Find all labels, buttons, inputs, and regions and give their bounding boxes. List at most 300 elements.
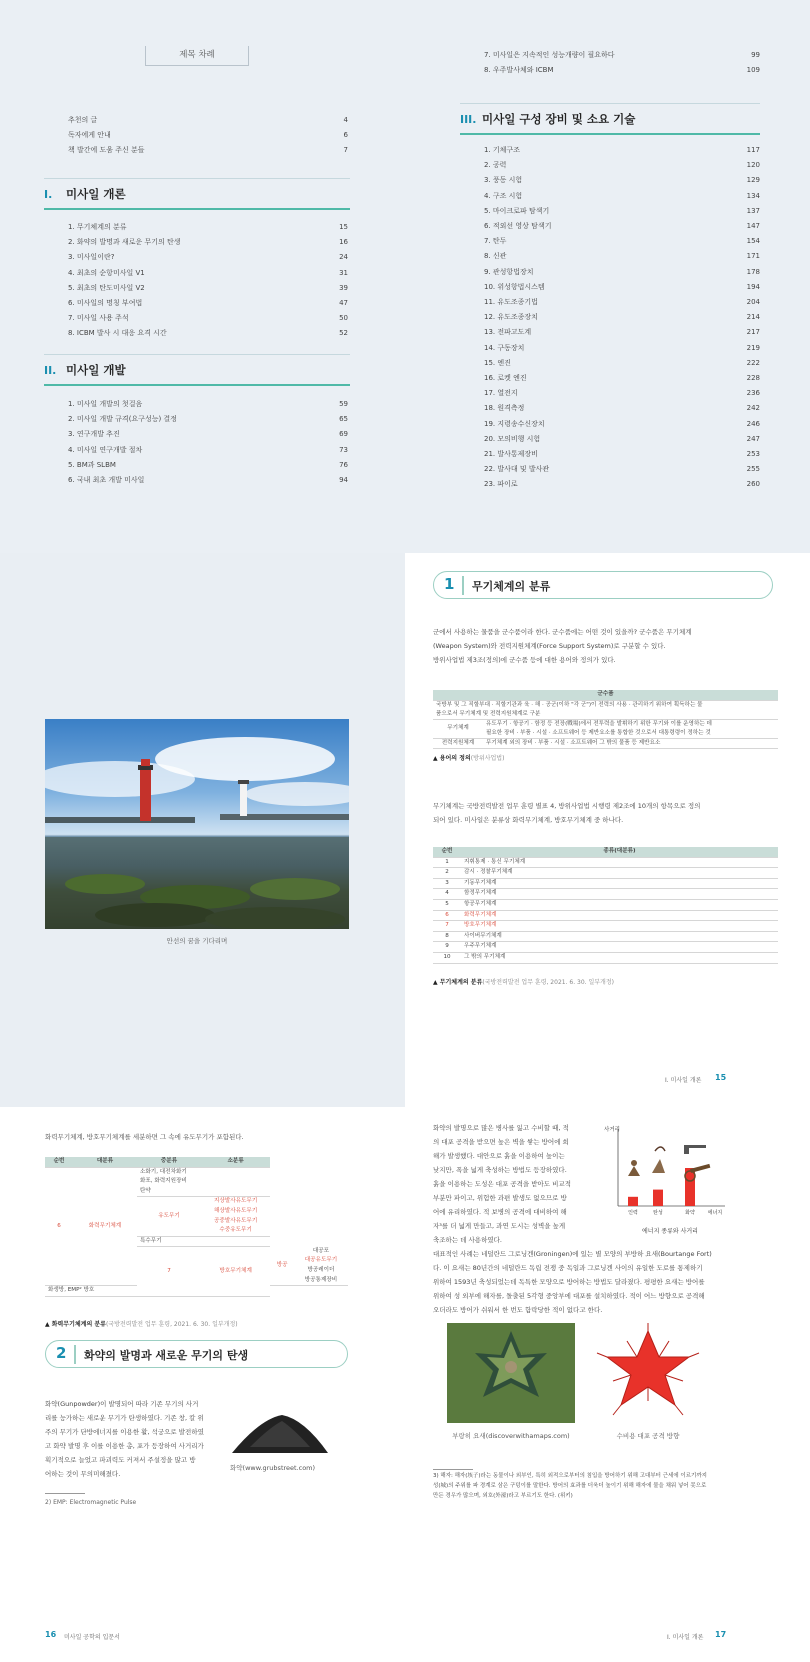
toc-entry-page: 76 <box>339 460 348 469</box>
def-row-1-line-1: 유도무기 · 항공기 · 함정 등 전장(戰場)에서 전투력을 발휘하기 위한 무기와 이를 운영하는 데 <box>486 720 712 727</box>
section-rule <box>44 354 350 355</box>
cls-row-no: 2 <box>433 868 461 879</box>
photo-caption: 안선의 꿈을 기다리며 <box>166 937 228 945</box>
def-row-1-line-2: 필요한 장비 · 부품 · 시설 · 소프트웨어 등 제반요소를 통합한 것으로서 대통령령이 정하는 것 <box>486 729 711 736</box>
toc-entry-label: 3. 연구개발 추진 <box>68 430 120 439</box>
toc-entry[interactable] <box>68 143 348 157</box>
toc-entry[interactable] <box>484 219 760 233</box>
page-number: 17 <box>715 1630 727 1639</box>
section-number: III. <box>460 113 477 126</box>
star-fort-diagram <box>593 1323 703 1423</box>
toc-entry[interactable] <box>484 173 760 187</box>
toc-entry[interactable] <box>68 443 348 457</box>
cls-row-no: 9 <box>433 942 461 953</box>
def-note-bold: ▲ 용어의 정의 <box>433 755 471 762</box>
toc-entry[interactable] <box>484 462 760 476</box>
toc-entry-page: 219 <box>746 343 760 352</box>
toc-entry[interactable] <box>68 113 348 127</box>
toc-entry-label: 17. 열전지 <box>484 389 518 398</box>
def-note <box>433 753 504 762</box>
toc-entry[interactable] <box>484 447 760 461</box>
toc-entry-label: 3. 미사일이란? <box>68 253 115 262</box>
chapter-number: 2 <box>56 1344 67 1362</box>
cls-row <box>433 942 778 953</box>
page-footer-title: Ⅰ. 미사일 개론 <box>667 1634 704 1641</box>
toc-entry-page: 7 <box>343 146 348 155</box>
toc-entry-label: 1. 기체구조 <box>484 146 520 154</box>
cls-row <box>433 952 778 963</box>
toc-entry[interactable] <box>484 280 760 294</box>
fp-g2s-3: 방공레이더 <box>307 1267 335 1274</box>
cls-row <box>433 857 778 868</box>
text-line: 화약의 발명으로 많은 병사를 잃고 수비할 때, 적 <box>433 1124 569 1132</box>
text-line: 위하여 1593년 축성되었는데 독특한 모양으로 방어하는 방법도 달라졌다. 평평한 요새는 방어를 <box>433 1278 705 1286</box>
text-line: 무기체계는 국방전력발전 업무 훈령 별표 4, 방위사업법 시행령 제2조에 10개의 항목으로 정의 <box>433 802 701 810</box>
chapter-heading-2 <box>45 1340 348 1368</box>
cls-header-type: 종류(대분류) <box>461 847 778 857</box>
toc-entry[interactable] <box>68 311 348 325</box>
def-top-line-2: 품으로서 무기체계 및 전력지원체계로 구분 <box>436 710 541 717</box>
page-number: 15 <box>715 1073 727 1082</box>
footnote: 2) EMP: Electromagnetic Pulse <box>45 1499 137 1506</box>
toc-entry-label: 9. 관성항법장치 <box>484 267 534 276</box>
toc-entry-page: 222 <box>746 358 760 367</box>
page-footer-title: 미사일 공학의 입문서 <box>64 1634 120 1641</box>
cls-row-no: 10 <box>433 952 461 963</box>
toc-entry-page: 178 <box>746 267 760 276</box>
toc-entry-page: 31 <box>339 268 348 277</box>
text-line: 축조하는 데 사용하였다. <box>433 1236 502 1244</box>
chapter-divider <box>462 576 464 595</box>
toc-entry[interactable] <box>484 356 760 370</box>
toc-entry-label: 21. 발사통제장비 <box>484 450 538 458</box>
text-line: 흙을 이용하는 도성은 대포 공격을 받아도 비교적 <box>433 1180 571 1188</box>
fp-gs-3: 공중발사유도무기 <box>214 1217 258 1224</box>
toc-entry-page: 253 <box>746 450 760 458</box>
fp-h-mid: 중분류 <box>137 1157 201 1167</box>
cls-row-type: 방호무기체계 <box>461 921 778 932</box>
toc-entry-page: 24 <box>339 253 348 262</box>
page-16 <box>0 1107 405 1662</box>
toc-entry[interactable] <box>68 427 348 441</box>
section-rule <box>44 178 350 179</box>
toc-entry[interactable] <box>484 189 760 203</box>
toc-entry-label: 22. 발사대 및 발사관 <box>484 465 550 474</box>
toc-entry[interactable] <box>484 386 760 400</box>
cls-row-type: 우주무기체계 <box>461 942 778 953</box>
toc-entry-page: 99 <box>751 51 760 59</box>
toc-entry-label: 14. 구동장치 <box>484 343 525 352</box>
cls-row-no: 8 <box>433 931 461 942</box>
toc-entry[interactable] <box>484 265 760 279</box>
toc-entry[interactable] <box>68 220 348 234</box>
def-row-key: 전력지원체계 <box>433 738 483 749</box>
toc-entry-label: 1. 미사일 개발의 첫걸음 <box>68 400 143 408</box>
p15-intro-text <box>433 625 778 667</box>
p16-body-text <box>45 1397 225 1481</box>
text-line: 낮지만, 폭을 넓게 축성하는 방법도 등장하였다. <box>433 1166 567 1174</box>
cls-row <box>433 921 778 932</box>
toc-entry[interactable] <box>484 234 760 248</box>
text-line: 화약(Gunpowder)이 발명되어 따라 기존 무기의 사거 <box>45 1400 199 1408</box>
fort-aerial-photo <box>447 1323 575 1423</box>
text-line: 군에서 사용하는 물품을 군수품이라 한다. 군수품에는 어떤 것이 있을까? 군수품은 무기체계 <box>433 628 692 636</box>
fort-aerial-art <box>447 1323 575 1423</box>
toc-entry-page: 4 <box>343 116 348 124</box>
toc-entry-label: 16. 로켓 엔진 <box>484 374 527 382</box>
toc-entry-label: 20. 모의비행 시험 <box>484 434 541 443</box>
gunpowder-caption: 화약(www.grubstreet.com) <box>230 1464 316 1472</box>
def-top-line-1: 국방부 및 그 직할부대 · 직할기관과 육 · 해 · 공군(이하 "각 군")이 전력의 사용 · 관리하기 위하여 획득하는 물 <box>436 701 703 708</box>
cls-row <box>433 878 778 889</box>
fort-aerial-caption: 부랑히 요새(discoverwithamaps.com) <box>452 1432 570 1440</box>
cls-header-no: 순번 <box>433 847 461 857</box>
fp-h-sub: 소분류 <box>201 1157 270 1167</box>
fp-note <box>45 1319 238 1328</box>
fp-g2s-2: 대공유도무기 <box>304 1257 338 1264</box>
def-table-top <box>433 700 778 719</box>
toc-entry[interactable] <box>68 473 348 487</box>
cls-row-type: 화력무기체계 <box>461 910 778 921</box>
chart-bar <box>628 1197 638 1206</box>
toc-entry-page: 39 <box>339 283 348 292</box>
toc-entry-page: 52 <box>339 329 348 338</box>
text-line: 부분만 파이고, 위험한 과편 발생도 없으므로 방 <box>433 1194 567 1202</box>
chart-caption: 에너지 종류와 사거리 <box>642 1228 698 1235</box>
chart-bar <box>685 1168 695 1206</box>
section-title: 미사일 구성 장비 및 소요 기술 <box>482 112 636 126</box>
toc-entry[interactable] <box>484 158 760 172</box>
toc-entry-label: 6. 국내 최초 개발 미사일 <box>68 476 145 484</box>
toc-entry-page: 137 <box>746 206 760 215</box>
toc-entry[interactable] <box>484 310 760 324</box>
toc-entry-page: 247 <box>746 434 760 443</box>
footnote-divider <box>45 1493 85 1494</box>
toc-entry-label: 4. 미사일 연구개발 절차 <box>68 445 143 454</box>
page-footer-title: Ⅰ. 미사일 개론 <box>665 1077 702 1084</box>
toc-entry-page: 59 <box>339 400 348 408</box>
section-title: 미사일 개론 <box>66 187 126 201</box>
toc-entry-page: 147 <box>746 222 760 230</box>
toc-entry-page: 47 <box>339 299 348 307</box>
toc-tab: 제목 차례 <box>145 46 249 66</box>
cls-row-type: 지휘통제 · 통신 무기체계 <box>461 857 778 868</box>
firepower-table <box>45 1157 348 1297</box>
text-line: 획기적으로 늘었고 파괴력도 커져서 주설정을 많고 방 <box>45 1456 196 1464</box>
toc-entry[interactable] <box>484 371 760 385</box>
chapter-title: 무기체계의 분류 <box>472 580 551 593</box>
toc-entry-page: 6 <box>343 131 348 140</box>
toc-entry-page: 120 <box>746 161 760 170</box>
toc-entry[interactable] <box>484 325 760 339</box>
cls-row <box>433 931 778 942</box>
cls-row <box>433 868 778 879</box>
toc-entry-label: 6. 적외선 영상 탐색기 <box>484 222 552 230</box>
def-row-value: 무기체계 외의 장비 · 부품 · 시설 · 소프트웨어 그 밖의 물품 등 제반요소 <box>483 738 778 749</box>
text-line: 위하여 성 외부에 해자를, 돌출된 5각형 중앙부에 대포를 설치하였다. 적이 어느 방향으로 공격해 <box>433 1292 705 1300</box>
toc-entry-page: 154 <box>746 237 760 246</box>
text-line: 주의 무기가 단방에너지를 이용한 활, 석궁으로 발전하였 <box>45 1428 204 1436</box>
cls-row-type: 항공무기체계 <box>461 899 778 910</box>
toc-entry-page: 228 <box>746 374 760 382</box>
text-line: 리를 능가하는 새로운 무기가 탄생하였다. 기존 창, 칼 위 <box>45 1414 204 1422</box>
toc-entry-label: 4. 최초의 순항미사일 V1 <box>68 268 145 277</box>
cls-row-no: 1 <box>433 857 461 868</box>
fp-gs-1: 지상발사유도무기 <box>214 1198 258 1205</box>
toc-entry[interactable] <box>68 458 348 472</box>
lighthouse-photo-art <box>45 719 349 929</box>
toc-entry-page: 117 <box>746 146 760 154</box>
toc-entry-label: 책 발간에 도움 주신 분들 <box>68 146 145 155</box>
text-line: 다. 이 요새는 80년간의 네덜란드 독립 전쟁 중 독일과 그로닝겐 사이의 유일한 도로를 통제하기 <box>433 1264 703 1272</box>
fp-note-bold: ▲ 화력무기체계의 분류 <box>45 1321 106 1328</box>
toc-entry[interactable] <box>68 281 348 295</box>
fp-empty <box>201 1167 270 1197</box>
toc-entry[interactable] <box>68 235 348 249</box>
fp-g2s-4: 방공통제장비 <box>304 1276 338 1283</box>
cls-row-type: 감시 · 정찰무기체계 <box>461 868 778 879</box>
fp-guided-subs <box>201 1197 270 1236</box>
text-line: 자³를 더 넓게 만들고, 과연 도시는 성벽을 높게 <box>433 1222 566 1230</box>
toc-entry-label: 7. 미사일은 지속적인 성능개량이 필요하다 <box>484 51 615 59</box>
fp-g1-no: 6 <box>45 1167 73 1286</box>
text-line: 해가 발생했다. 대안으로 흙을 이용하여 높이는 <box>433 1152 565 1160</box>
p17-body-text <box>433 1121 613 1247</box>
toc-entry-label: 15. 엔진 <box>484 358 511 367</box>
toc-entry-page: 260 <box>746 480 760 489</box>
text-line: 대표적인 사례는 네덜란드 그로닝겐(Groningen)에 있는 별 모양의 부방하 요새(Bourtange Fort) <box>433 1250 712 1258</box>
toc-section-heading <box>44 184 350 210</box>
range-chart-svg <box>600 1121 740 1239</box>
toc-entry-page: 242 <box>746 404 760 413</box>
cls-note-src: (국방전력발전 업무 훈령, 2021. 6. 30. 일부개정) <box>482 979 614 986</box>
toc-entry-page: 109 <box>746 66 760 75</box>
toc-entry-label: 13. 전파고도계 <box>484 328 532 337</box>
fp-mid-2: 화포, 화력지원장비 <box>140 1178 187 1185</box>
toc-entry-page: 15 <box>339 223 348 231</box>
toc-entry-label: 1. 무기체계의 분류 <box>68 223 127 231</box>
toc-entry-page: 217 <box>746 328 760 337</box>
fp-g2-mid: 방공 <box>270 1247 294 1286</box>
gunpowder-pile-art <box>230 1407 330 1457</box>
p17-body2-text <box>433 1247 783 1317</box>
toc-entry-page: 69 <box>339 430 348 439</box>
toc-entry[interactable] <box>68 326 348 340</box>
section-rule <box>460 103 760 104</box>
toc-entry-label: 10. 위성항법시스템 <box>484 282 545 291</box>
fp-g1-major: 화력무기체계 <box>73 1167 137 1286</box>
text-line: (Weapon System)와 전력지원체계(Force Support System)로 구분할 수 있다. <box>433 642 666 650</box>
star-fort-caption: 수비용 대포 공격 방향 <box>616 1432 680 1440</box>
chart-x-tick-label: 화약 <box>685 1210 695 1216</box>
toc-section-heading <box>44 360 350 386</box>
weapon-icons <box>628 1145 710 1181</box>
fp-g1-midtop <box>137 1167 201 1197</box>
toc-entry-label: 추천의 글 <box>68 116 98 124</box>
toc-entry-page: 94 <box>339 476 348 484</box>
page-15 <box>405 553 810 1107</box>
chart-x-tick-label: 인력 <box>628 1210 638 1216</box>
p17-footnote <box>433 1471 783 1501</box>
toc-entry-label: 2. 공력 <box>484 161 507 170</box>
fp-special: 특수무기 <box>137 1236 201 1247</box>
toc-spread <box>0 0 810 553</box>
toc-entry-page: 16 <box>339 238 348 247</box>
toc-entry[interactable] <box>484 432 760 446</box>
cls-row-type: 사이버무기체계 <box>461 931 778 942</box>
chart-bar <box>653 1190 663 1206</box>
chart-x-labels <box>628 1209 722 1216</box>
toc-entry-label: 독자에게 안내 <box>68 131 111 140</box>
toc-entry[interactable] <box>68 128 348 142</box>
chapter-divider <box>74 1345 76 1364</box>
fp-gs-2: 해상발사유도무기 <box>214 1207 258 1214</box>
text-line: 의 대포 공격을 받으면 높은 벽을 쌓는 방어에 희 <box>433 1138 569 1146</box>
cls-row-no: 3 <box>433 878 461 889</box>
toc-entry-label: 8. ICBM 발사 시 대응 요격 시간 <box>68 329 167 338</box>
def-row-key: 무기체계 <box>433 719 483 738</box>
toc-entry-page: 134 <box>746 191 760 200</box>
toc-entry-label: 2. 미사일 개발 규격(요구성능) 결정 <box>68 415 177 424</box>
toc-entry-page: 255 <box>746 465 760 474</box>
toc-entry-page: 204 <box>746 298 760 306</box>
toc-entry-label: 6. 미사일의 명칭 부여법 <box>68 299 143 307</box>
text-line: 방위사업법 제3조(정의)에 군수품 등에 대한 용어와 정의가 있다. <box>433 656 616 664</box>
toc-entry-label: 7. 탄두 <box>484 237 507 246</box>
toc-entry-label: 3. 풍동 시험 <box>484 176 523 185</box>
text-line: 어에 유리하였다. 적 보병의 공격에 대비하여 해 <box>433 1208 567 1216</box>
toc-entry[interactable] <box>68 412 348 426</box>
toc-entry[interactable] <box>484 477 760 491</box>
toc-entry[interactable] <box>484 249 760 263</box>
chapter-heading-1 <box>433 571 773 599</box>
toc-entry[interactable] <box>484 143 760 157</box>
text-line: 3) 해자: 해자(垓子)라는 동물이나 외부인, 특히 외적으로부터의 침입을 방어하기 위해 고대부터 근세에 이르기까지 <box>433 1473 707 1479</box>
text-line: 만든 경우가 많으며, 외호(外濠)라고 부르기도 한다. (위키) <box>433 1493 573 1499</box>
fp-mid-3: 탄약 <box>140 1187 151 1194</box>
fp-gs-4: 수중유도무기 <box>219 1227 252 1234</box>
text-line: 성(城)의 주위를 파 경계로 삼은 구덩이를 말한다. 방어의 효과를 더욱더 높이기 위해 해자에 물을 채워 넣어 못으로 <box>433 1483 707 1489</box>
toc-entry-label: 5. 마이크로파 탐색기 <box>484 206 550 215</box>
toc-entry-label: 7. 미사일 사용 주석 <box>68 314 129 323</box>
fp-g2-major: 방호무기체계 <box>201 1247 270 1296</box>
toc-entry-page: 65 <box>339 415 348 424</box>
toc-entry-label: 23. 파이로 <box>484 480 518 489</box>
cls-note-bold: ▲ 무기체계의 분류 <box>433 979 483 986</box>
toc-entry-page: 171 <box>746 252 760 261</box>
definition-table <box>433 690 778 749</box>
toc-entry-label: 5. BM과 SLBM <box>68 460 116 469</box>
toc-entry[interactable] <box>68 397 348 411</box>
def-table-header: 군수품 <box>433 690 778 700</box>
toc-entry[interactable] <box>68 296 348 310</box>
toc-entry[interactable] <box>68 250 348 264</box>
toc-entry-label: 18. 원격측정 <box>484 404 525 413</box>
cls-row-no: 4 <box>433 889 461 900</box>
p16-intro-text: 화력무기체계, 방호무기체계를 세분하면 그 속에 유도무기가 포함된다. <box>45 1133 244 1141</box>
fp-mid-1: 소화기, 대전차화기 <box>140 1168 187 1175</box>
fp-g2-subs <box>294 1247 348 1286</box>
chart-x-tick-label: 탄성 <box>653 1210 663 1216</box>
gunpowder-image <box>230 1407 330 1457</box>
page-number: 16 <box>45 1630 57 1639</box>
toc-entry-page: 236 <box>746 389 760 398</box>
page-17 <box>405 1107 810 1662</box>
fp-g2s-1: 대공포 <box>312 1247 330 1254</box>
cls-row <box>433 889 778 900</box>
lighthouse-photo <box>45 719 349 929</box>
fp-g2-last: 화생방, EMP² 방호 <box>45 1286 137 1297</box>
toc-entry[interactable] <box>484 341 760 355</box>
toc-section-heading <box>460 109 760 135</box>
toc-entry-label: 11. 유도조종기법 <box>484 298 538 306</box>
section-title: 미사일 개발 <box>66 363 126 377</box>
chart-y-label: 사거리 <box>604 1127 620 1133</box>
fp-g2-no: 7 <box>137 1247 201 1296</box>
chart-x-tick-label: 에너지 <box>707 1210 723 1216</box>
text-line: 고 화약 발명 후 이를 이용한 총, 포가 등장하여 사거리가 <box>45 1442 204 1450</box>
fp-h-major: 대분류 <box>73 1157 137 1167</box>
star-fort-svg <box>593 1323 703 1423</box>
cls-row-type: 기동무기체계 <box>461 878 778 889</box>
page-14 <box>0 553 405 1107</box>
fp-h-no: 순번 <box>45 1157 73 1167</box>
toc-entry-page: 50 <box>339 314 348 323</box>
toc-entry-label: 8. 우주발사체와 ICBM <box>484 66 554 75</box>
chapter-title: 화약의 발명과 새로운 무기의 탄생 <box>84 1349 249 1362</box>
cls-row <box>433 899 778 910</box>
text-line: 오더라도 방어가 쉬워서 한 번도 함락당한 적이 없다고 한다. <box>433 1306 603 1314</box>
def-note-src: (방위사업법) <box>470 755 505 762</box>
cls-row <box>433 910 778 921</box>
toc-entry-page: 246 <box>746 419 760 428</box>
toc-entry-label: 19. 지령송수신장치 <box>484 419 545 428</box>
section-number: I. <box>44 188 53 201</box>
classification-table <box>433 847 778 964</box>
text-line: 되어 있다. 미사일은 분류상 화력무기체계, 방호무기체계 중 하나다. <box>433 816 624 824</box>
cls-row-type: 그 밖의 무기체계 <box>461 952 778 963</box>
fp-guided: 유도무기 <box>137 1197 201 1236</box>
toc-entry[interactable] <box>484 48 760 62</box>
toc-entry-label: 8. 신관 <box>484 252 507 261</box>
text-line: 어하는 것이 무의미해졌다. <box>45 1470 121 1478</box>
toc-entry[interactable] <box>484 204 760 218</box>
cls-row-no: 6 <box>433 910 461 921</box>
cls-row-type: 함정무기체계 <box>461 889 778 900</box>
section-number: II. <box>44 364 57 377</box>
p15-body-text <box>433 799 778 827</box>
toc-entry[interactable] <box>68 266 348 280</box>
toc-entry[interactable] <box>484 295 760 309</box>
toc-entry-label: 2. 화약의 발명과 새로운 무기의 탄생 <box>68 238 181 247</box>
cls-row-no: 7 <box>433 921 461 932</box>
toc-entry[interactable] <box>484 401 760 415</box>
toc-entry[interactable] <box>484 63 760 77</box>
fp-note-src: (국방전력발전 업무 훈령, 2021. 6. 30. 일부개정) <box>105 1321 238 1328</box>
cls-row-no: 5 <box>433 899 461 910</box>
toc-entry[interactable] <box>484 417 760 431</box>
toc-entry-page: 129 <box>746 176 760 185</box>
toc-entry-label: 12. 유도조종장치 <box>484 313 538 322</box>
toc-entry-label: 5. 최초의 탄도미사일 V2 <box>68 283 145 292</box>
toc-entry-page: 214 <box>746 313 760 322</box>
range-chart <box>600 1121 740 1239</box>
fp-empty <box>201 1236 270 1247</box>
footnote-divider <box>433 1469 473 1470</box>
chapter-number: 1 <box>444 575 455 593</box>
def-row-value <box>483 719 778 738</box>
toc-entry-label: 4. 구조 시험 <box>484 191 523 200</box>
